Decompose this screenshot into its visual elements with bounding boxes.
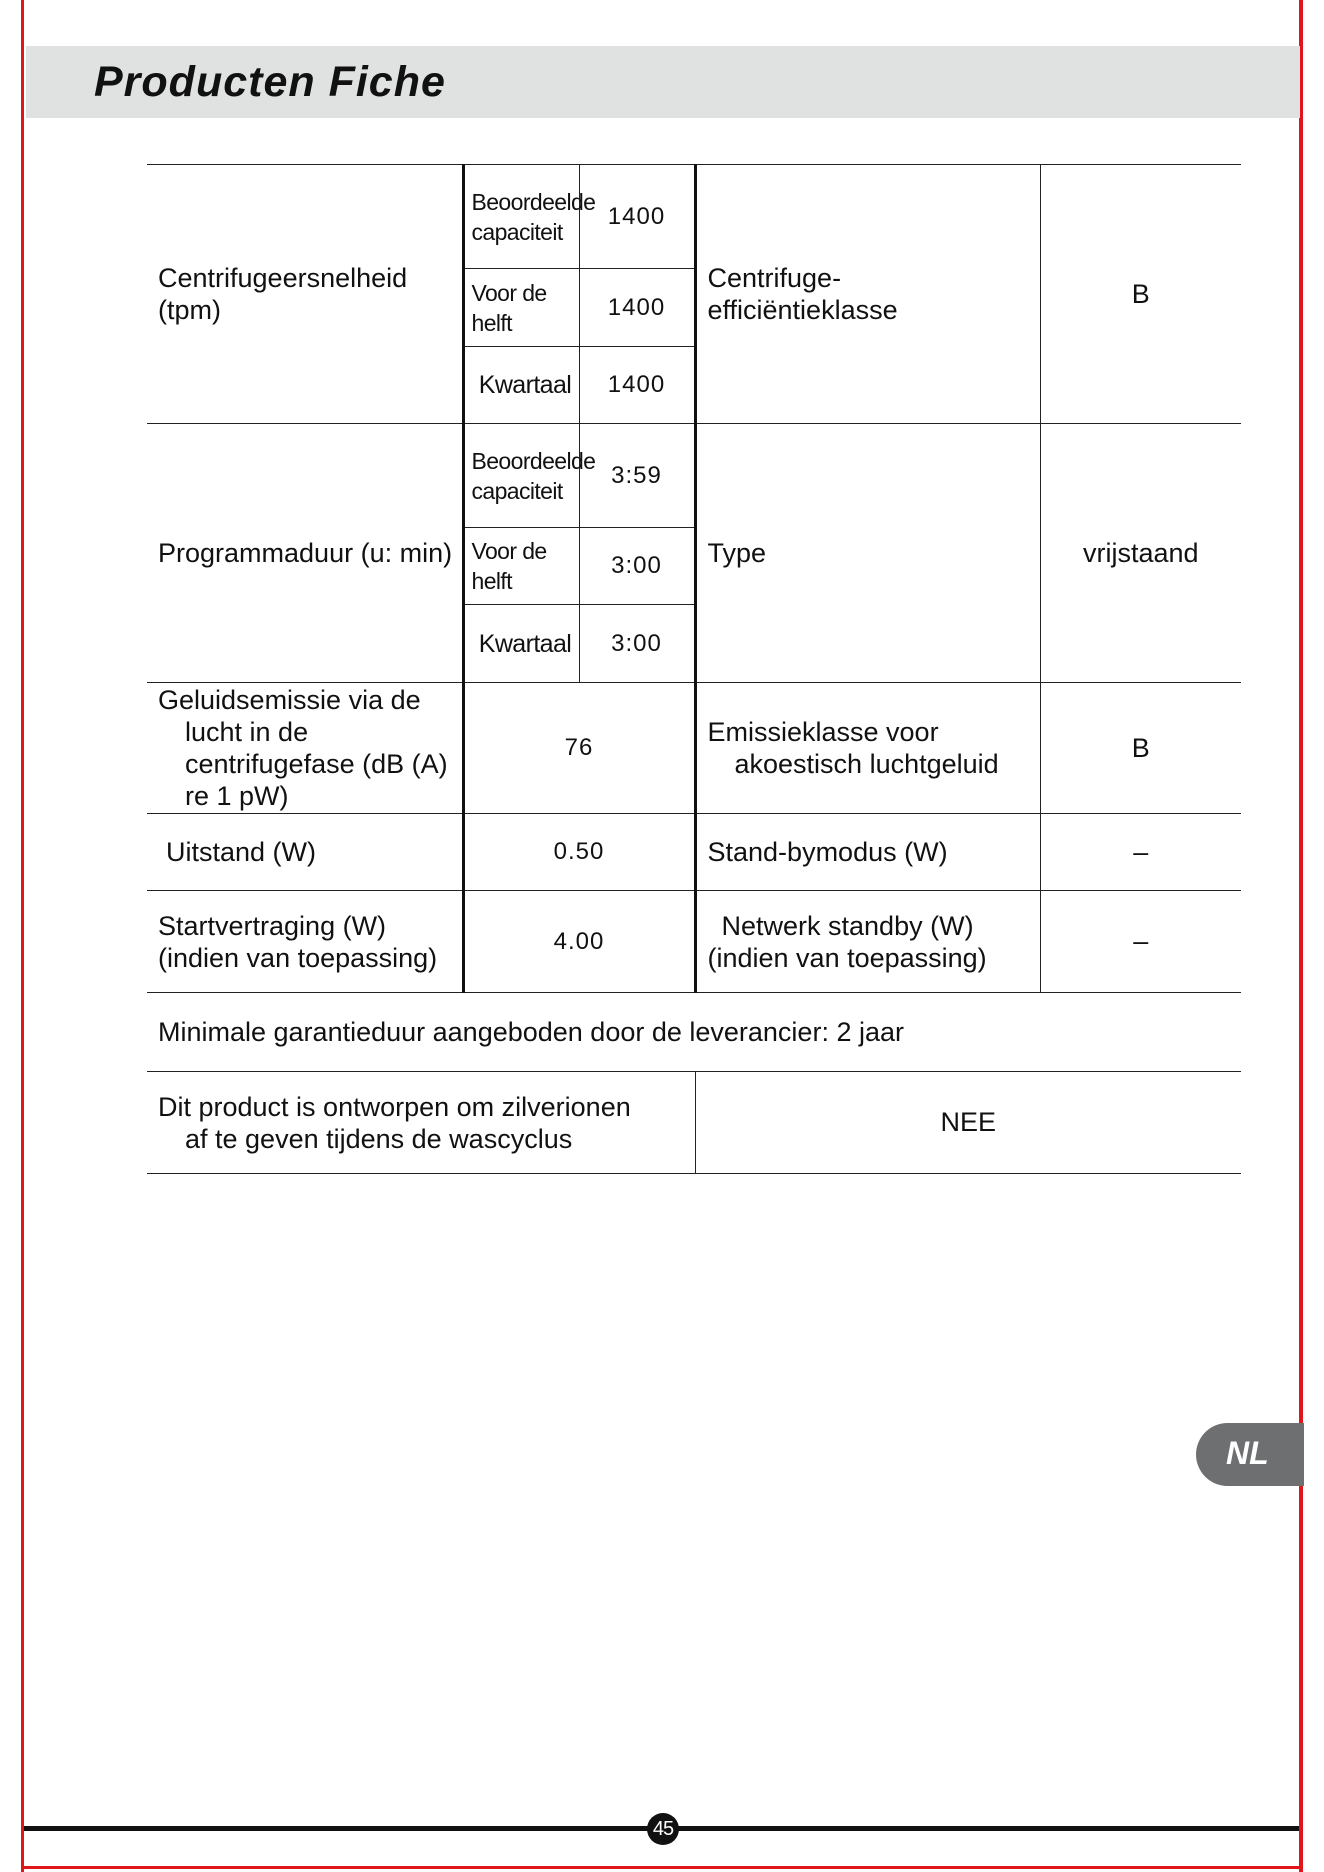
noise-label-line1: Geluidsemissie via de — [158, 685, 421, 715]
standby-value: – — [1040, 814, 1241, 891]
product-fiche-table — [147, 164, 1241, 1174]
spin-value-quarter: 1400 — [579, 347, 695, 424]
spin-sub-rated: Beoordeelde capaciteit — [463, 165, 579, 269]
type-value: vrijstaand — [1040, 424, 1241, 683]
noise-class-label — [695, 683, 1040, 814]
silver-ion-value: NEE — [695, 1072, 1241, 1174]
silver-ion-line1: Dit product is ontworpen om zilverionen — [158, 1091, 631, 1122]
noise-class-line2: akoestisch luchtgeluid — [734, 749, 999, 779]
network-standby-label — [695, 891, 1040, 993]
silver-ion-line2: af te geven tijdens de wascyclus — [185, 1123, 573, 1154]
noise-label-rest: lucht in de centrifugefase (dB (A) re 1 pW) — [185, 717, 448, 811]
spin-value-half: 1400 — [579, 269, 695, 347]
left-red-border — [21, 0, 24, 1872]
delay-label — [147, 891, 463, 993]
spin-sub-half: Voor de helft — [463, 269, 579, 347]
noise-label — [147, 683, 463, 814]
header-band — [26, 46, 1300, 118]
duration-sub-quarter: Kwartaal — [463, 605, 579, 683]
duration-sub-rated: Beoordeelde capaciteit — [463, 424, 579, 528]
duration-value-half: 3:00 — [579, 528, 695, 605]
spin-speed-label-text: Centrifugeersnelheid (tpm) — [158, 263, 408, 325]
page-title: Producten Fiche — [94, 58, 446, 106]
footer-line-left — [24, 1826, 648, 1831]
language-tab — [1196, 1423, 1304, 1486]
network-standby-line2: (indien van toepassing) — [707, 942, 987, 973]
spin-class-value: B — [1040, 165, 1241, 424]
network-standby-line1: Netwerk standby (W) — [721, 910, 974, 941]
duration-value-rated: 3:59 — [579, 424, 695, 528]
spin-class-label — [695, 165, 1040, 424]
page-number: 45 — [647, 1813, 679, 1845]
warranty-text: Minimale garantieduur aangeboden door de leverancier: 2 jaar — [147, 993, 1241, 1072]
right-red-border — [1299, 0, 1303, 1872]
delay-value: 4.00 — [463, 891, 695, 993]
language-tab-label: NL — [1226, 1435, 1269, 1471]
standby-label: Stand-bymodus (W) — [695, 814, 1040, 891]
off-mode-value: 0.50 — [463, 814, 695, 891]
duration-sub-half: Voor de helft — [463, 528, 579, 605]
off-mode-label: Uitstand (W) — [147, 814, 463, 891]
spin-class-label-text: Centrifuge- efficiëntieklasse — [707, 263, 898, 325]
delay-label-line2: (indien van toepassing) — [158, 942, 438, 973]
spin-value-rated: 1400 — [579, 165, 695, 269]
delay-label-line1: Startvertraging (W) — [158, 910, 387, 941]
type-label: Type — [695, 424, 1040, 683]
bottom-red-border — [21, 1866, 1303, 1869]
duration-label: Programmaduur (u: min) — [147, 424, 463, 683]
spin-sub-quarter: Kwartaal — [463, 347, 579, 424]
spin-speed-label — [147, 165, 463, 424]
network-standby-value: – — [1040, 891, 1241, 993]
noise-class-value: B — [1040, 683, 1241, 814]
duration-value-quarter: 3:00 — [579, 605, 695, 683]
silver-ion-label — [147, 1072, 695, 1174]
noise-value: 76 — [463, 683, 695, 814]
footer-line-right — [678, 1826, 1299, 1831]
noise-class-line1: Emissieklasse voor — [707, 717, 939, 747]
